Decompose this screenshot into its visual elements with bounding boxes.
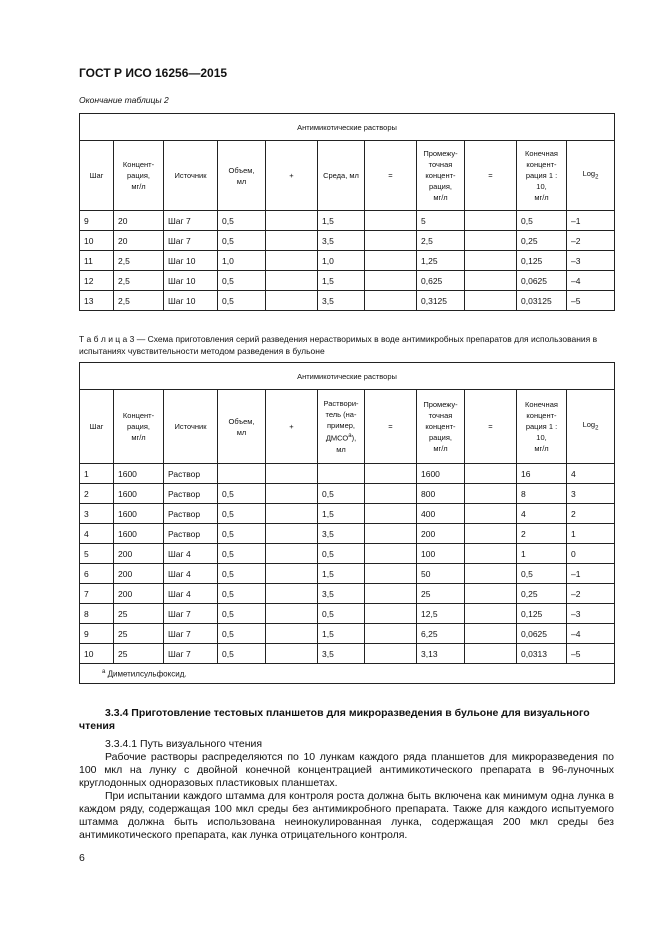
footnote-mark: a: [102, 668, 106, 675]
table2: [79, 113, 615, 311]
table-cell: [365, 484, 417, 504]
table-cell: [266, 271, 318, 291]
table2-col-header: Промежу- точная концент- рация, мг/л: [417, 141, 465, 211]
table-cell: 1,5: [318, 211, 365, 231]
table-cell: 7: [80, 584, 114, 604]
table-cell: 25: [114, 644, 164, 664]
table-cell: 6,25: [417, 624, 465, 644]
table-cell: [218, 464, 266, 484]
table-cell: 0,5: [218, 484, 266, 504]
table-row: [80, 524, 615, 544]
table-cell: 2: [80, 484, 114, 504]
table-cell: 11: [80, 251, 114, 271]
table-cell: 0,25: [517, 584, 567, 604]
table-cell: –4: [567, 624, 615, 644]
table-cell: [465, 251, 517, 271]
table-cell: 1,5: [318, 624, 365, 644]
table-cell: [465, 211, 517, 231]
table-cell: 0,5: [218, 291, 266, 311]
table-cell: 3: [567, 484, 615, 504]
table-cell: [365, 251, 417, 271]
table-cell: 2: [567, 504, 615, 524]
table-cell: 200: [114, 584, 164, 604]
table-cell: 16: [517, 464, 567, 484]
table-cell: [266, 544, 318, 564]
table-row: [80, 504, 615, 524]
table-row: [80, 251, 615, 271]
table-cell: [365, 584, 417, 604]
table-cell: –3: [567, 604, 615, 624]
table-cell: [465, 524, 517, 544]
table-cell: 3,13: [417, 644, 465, 664]
table-cell: Шаг 4: [164, 544, 218, 564]
table-cell: 0,5: [218, 524, 266, 544]
table-row: [80, 271, 615, 291]
table-cell: 4: [517, 504, 567, 524]
table-cell: 1,5: [318, 504, 365, 524]
section-heading: 3.3.4 Приготовление тестовых планшетов для микроразведения в бульоне для визуального чтения: [79, 707, 590, 732]
table-cell: 200: [114, 544, 164, 564]
table-cell: Шаг 7: [164, 624, 218, 644]
solvent-footnote-mark: a: [348, 433, 352, 440]
table-cell: –1: [567, 564, 615, 584]
table3-col-header: +: [266, 390, 318, 464]
table3-col-header: Объем, мл: [218, 390, 266, 464]
table2-span-header: Антимикотические растворы: [80, 114, 615, 141]
table-cell: 1600: [114, 504, 164, 524]
table-cell: 3,5: [318, 231, 365, 251]
table-cell: 0,0625: [517, 271, 567, 291]
table-cell: 20: [114, 231, 164, 251]
table-cell: –2: [567, 231, 615, 251]
table2-caption: Окончание таблицы 2: [79, 95, 169, 105]
table-cell: Раствор: [164, 524, 218, 544]
table-cell: 0,5: [218, 504, 266, 524]
table2-col-header: Объем, мл: [218, 141, 266, 211]
table-cell: [365, 564, 417, 584]
table-cell: 0,125: [517, 251, 567, 271]
table-cell: 0,5: [218, 564, 266, 584]
table-cell: [266, 464, 318, 484]
table-cell: 200: [417, 524, 465, 544]
table3-col-header: Промежу- точная концент- рация, мг/л: [417, 390, 465, 464]
table-row: [80, 291, 615, 311]
table-cell: 1,0: [218, 251, 266, 271]
table-cell: [465, 504, 517, 524]
table-cell: 400: [417, 504, 465, 524]
table-cell: [465, 564, 517, 584]
table-cell: 2: [517, 524, 567, 544]
table-cell: [465, 484, 517, 504]
table-cell: 3,5: [318, 291, 365, 311]
table-cell: 3,5: [318, 584, 365, 604]
table-cell: 0,0313: [517, 644, 567, 664]
table3-title: Т а б л и ц а 3 — Схема приготовления серий разведения нерастворимых в воде антимикробных препаратов для использования в испытаниях чувствительности методом разведения в бульоне: [79, 334, 598, 356]
table-cell: –1: [567, 211, 615, 231]
table-row: [80, 564, 615, 584]
table-cell: 3: [80, 504, 114, 524]
table-cell: 2,5: [114, 271, 164, 291]
paragraph: Рабочие растворы распределяются по 10 лункам каждого ряда планшетов для микроразведения по 100 мкл на лунку с двойной конечной концентрацией антимикотического препарата в 96-луночных круглодонных одноразовых пластиковых планшетах.: [79, 751, 614, 789]
table3: [79, 362, 615, 684]
table-cell: [266, 484, 318, 504]
table-cell: 0,5: [517, 564, 567, 584]
table-cell: –5: [567, 291, 615, 311]
table-row: [80, 484, 615, 504]
table2-body: [80, 211, 615, 311]
table-cell: 1600: [114, 484, 164, 504]
log-subscript: 2: [595, 174, 599, 181]
table3-footnote: [80, 664, 615, 684]
table-cell: 0,5: [218, 231, 266, 251]
table-row: [80, 211, 615, 231]
table-cell: [465, 644, 517, 664]
table-cell: 1,25: [417, 251, 465, 271]
table-cell: 0: [567, 544, 615, 564]
table-row: [80, 644, 615, 664]
table-row: [80, 584, 615, 604]
table-cell: 25: [114, 624, 164, 644]
table-cell: [365, 624, 417, 644]
table-cell: 1600: [114, 524, 164, 544]
table-cell: [365, 504, 417, 524]
table-cell: 2,5: [114, 251, 164, 271]
table-cell: 100: [417, 544, 465, 564]
table-row: [80, 604, 615, 624]
table-cell: Шаг 7: [164, 211, 218, 231]
table3-col-header-log: [567, 390, 615, 464]
page-number: 6: [79, 852, 85, 864]
table3-col-header: Конечная концент- рация 1 : 10, мг/л: [517, 390, 567, 464]
footnote-text: Диметилсульфоксид.: [105, 669, 187, 679]
table-cell: 0,0625: [517, 624, 567, 644]
table-cell: [266, 624, 318, 644]
table-cell: 0,125: [517, 604, 567, 624]
log-label: Log: [582, 419, 596, 429]
table-cell: [465, 271, 517, 291]
solvent-label-tail: ), мл: [336, 433, 357, 454]
table3-col-header-solvent: [318, 390, 365, 464]
table-cell: 1: [80, 464, 114, 484]
table-cell: 6: [80, 564, 114, 584]
table-row: [80, 544, 615, 564]
table-cell: [365, 604, 417, 624]
table-cell: 1600: [114, 464, 164, 484]
table-cell: 13: [80, 291, 114, 311]
table-cell: 0,03125: [517, 291, 567, 311]
table-cell: 0,5: [517, 211, 567, 231]
table-cell: [266, 604, 318, 624]
table2-col-header: Источник: [164, 141, 218, 211]
table-cell: [465, 604, 517, 624]
table2-col-header: =: [365, 141, 417, 211]
table-cell: 5: [417, 211, 465, 231]
table-cell: –3: [567, 251, 615, 271]
table-cell: Шаг 7: [164, 604, 218, 624]
table-cell: [266, 524, 318, 544]
table-cell: Шаг 10: [164, 271, 218, 291]
table-cell: [465, 624, 517, 644]
table-cell: 3,5: [318, 644, 365, 664]
table-cell: 8: [80, 604, 114, 624]
log-subscript: 2: [595, 425, 599, 432]
table-cell: 800: [417, 484, 465, 504]
table3-col-header: Источник: [164, 390, 218, 464]
table-cell: [266, 504, 318, 524]
table-cell: 1600: [417, 464, 465, 484]
table-cell: 0,5: [218, 584, 266, 604]
table3-col-header: =: [465, 390, 517, 464]
table-cell: 0,5: [218, 271, 266, 291]
table-cell: 0,5: [218, 544, 266, 564]
table-cell: 9: [80, 211, 114, 231]
solvent-label: Раствори- тель (на- пример, ДМСО: [323, 399, 359, 443]
table-cell: 4: [567, 464, 615, 484]
table-cell: Раствор: [164, 484, 218, 504]
table-cell: 9: [80, 624, 114, 644]
table-cell: 1: [517, 544, 567, 564]
table-cell: 3,5: [318, 524, 365, 544]
table-cell: [266, 231, 318, 251]
table3-col-header: Концент- рация, мг/л: [114, 390, 164, 464]
table-cell: 0,5: [218, 624, 266, 644]
table-cell: 5: [80, 544, 114, 564]
table-cell: 10: [80, 231, 114, 251]
table-cell: 0,5: [218, 211, 266, 231]
table-cell: [318, 464, 365, 484]
table2-col-header: +: [266, 141, 318, 211]
table-cell: 50: [417, 564, 465, 584]
table-cell: 12: [80, 271, 114, 291]
table2-col-header-log: [567, 141, 615, 211]
subsection-heading: 3.3.4.1 Путь визуального чтения: [105, 738, 263, 750]
table3-body: [80, 464, 615, 664]
table-cell: Шаг 10: [164, 291, 218, 311]
table3-col-header: Шаг: [80, 390, 114, 464]
table-cell: 2,5: [417, 231, 465, 251]
table-cell: 0,5: [318, 484, 365, 504]
table-cell: 4: [80, 524, 114, 544]
table-cell: 0,625: [417, 271, 465, 291]
table-cell: [465, 464, 517, 484]
table-cell: [266, 644, 318, 664]
table-cell: [365, 231, 417, 251]
table2-col-header: =: [465, 141, 517, 211]
paragraph: При испытании каждого штамма для контроля роста должна быть включена как минимум одна лунка в каждом ряду, содержащая 100 мкл среды без антимикробного препарата. Также для каждого испытуемого штамма должна быть использована неинокулированная лунка, содержащая 200 мкл среды без антимикотического препарата, как лунка отрицательного контроля.: [79, 790, 614, 841]
table2-col-header: Среда, мл: [318, 141, 365, 211]
document-header: ГОСТ Р ИСО 16256—2015: [79, 66, 228, 80]
table-row: [80, 464, 615, 484]
table-cell: 0,25: [517, 231, 567, 251]
table2-col-header: Шаг: [80, 141, 114, 211]
table-cell: 200: [114, 564, 164, 584]
table-cell: 1: [567, 524, 615, 544]
table-cell: 1,5: [318, 564, 365, 584]
table3-span-header: Антимикотические растворы: [80, 363, 615, 390]
table-cell: [266, 251, 318, 271]
table-cell: –5: [567, 644, 615, 664]
table-cell: [365, 464, 417, 484]
table-cell: 0,5: [318, 544, 365, 564]
table-cell: [365, 211, 417, 231]
table-cell: Раствор: [164, 464, 218, 484]
table-cell: [365, 524, 417, 544]
table-cell: –2: [567, 584, 615, 604]
table-cell: [465, 231, 517, 251]
table-cell: 1,5: [318, 271, 365, 291]
table-cell: 2,5: [114, 291, 164, 311]
table-row: [80, 624, 615, 644]
table-cell: 25: [417, 584, 465, 604]
table-cell: [266, 584, 318, 604]
table-cell: Раствор: [164, 504, 218, 524]
table2-col-header: Конечная концент- рация 1 : 10, мг/л: [517, 141, 567, 211]
table-cell: –4: [567, 271, 615, 291]
table-cell: [266, 564, 318, 584]
table-cell: Шаг 4: [164, 584, 218, 604]
table-cell: [266, 211, 318, 231]
table-cell: 0,5: [218, 604, 266, 624]
table-cell: 12,5: [417, 604, 465, 624]
table-cell: Шаг 10: [164, 251, 218, 271]
table-cell: [465, 291, 517, 311]
table2-col-header: Концент- рация, мг/л: [114, 141, 164, 211]
table-cell: 25: [114, 604, 164, 624]
table-cell: [465, 544, 517, 564]
table-cell: 0,5: [318, 604, 365, 624]
table-cell: 0,5: [218, 644, 266, 664]
table-cell: [365, 644, 417, 664]
table-cell: Шаг 7: [164, 231, 218, 251]
table-cell: Шаг 7: [164, 644, 218, 664]
table-cell: [365, 291, 417, 311]
table-cell: Шаг 4: [164, 564, 218, 584]
table-cell: [465, 584, 517, 604]
table-cell: [266, 291, 318, 311]
table-cell: 8: [517, 484, 567, 504]
table3-col-header: =: [365, 390, 417, 464]
table-cell: 1,0: [318, 251, 365, 271]
table-cell: 20: [114, 211, 164, 231]
table-cell: 0,3125: [417, 291, 465, 311]
table-cell: [365, 544, 417, 564]
table-cell: 10: [80, 644, 114, 664]
table-cell: [365, 271, 417, 291]
log-label: Log: [582, 168, 596, 178]
table-row: [80, 231, 615, 251]
